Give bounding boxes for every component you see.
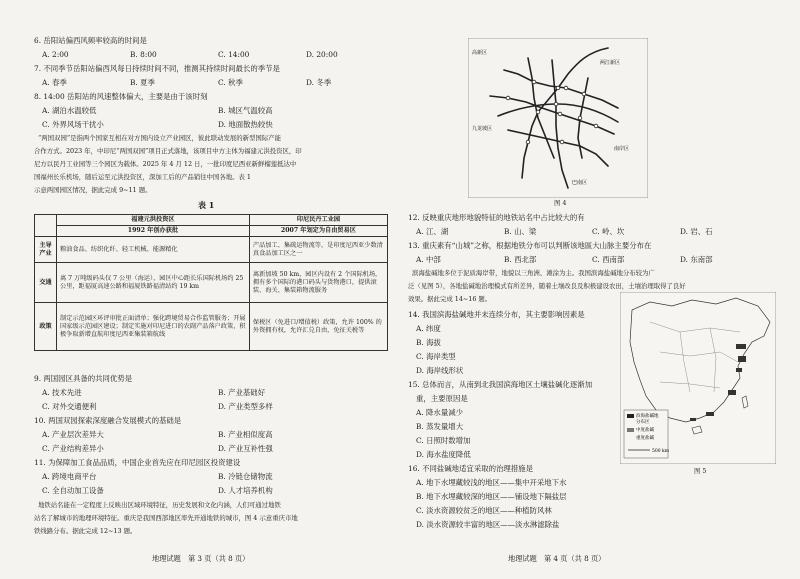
figure-4-caption: 图 4 [554, 199, 567, 207]
q13-option-d: D. 东南部 [680, 255, 713, 264]
q11-stem: 11. 为保障加工食品品质，中国企业首先应在印尼园区投资建设 [34, 458, 241, 467]
map-label-jiulongpo: 九龙坡区 [472, 126, 493, 132]
q10-option-a: A. 产业层次差异大 [42, 430, 104, 439]
q9-option-d: D. 产业类型多样 [218, 402, 273, 411]
passage-1-line-4: 国福州长乐机场，随后运至元洪投资区，深加工后的产品销往中国各地。表 1 [34, 173, 251, 181]
metro-map-frame [468, 38, 648, 198]
q15-option-d: D. 海水盐度降低 [416, 450, 471, 459]
passage-2-line-3: 铁线路分布。据此完成 12~13 题。 [34, 527, 137, 535]
legend-label-4: 重度盐碱 [636, 436, 654, 441]
q16-option-c: C. 淡水资源较贫乏的地区——种植防风林 [416, 506, 552, 515]
table-row-policy-col1: 制定示范园区环评审批正面清单；强化跨境贸易合作监管服务；开展国家级示范园区建设；制定实施对印尼进口的农副产品落户政策，积极争取新增直航印度尼西亚集装箱航线 [57, 303, 250, 351]
q15-stem-line-1: 15. 总体而言，从南到北我国滨海地区土壤盐碱化逐渐加 [408, 380, 593, 389]
q12-option-a: A. 江、湖 [416, 227, 449, 236]
q6-option-d: D. 20:00 [306, 50, 338, 59]
q6-option-c: C. 14:00 [218, 50, 250, 59]
map-label-gaoxin: 高新区 [472, 50, 488, 56]
q12-option-c: C. 岭、坎 [592, 227, 625, 236]
q16-option-b: B. 地下水埋藏较深的地区——铺设地下隔盐层 [416, 492, 567, 501]
q8-option-c: C. 外界风场干扰小 [42, 120, 104, 129]
passage-3-line-3: 效果。据此完成 14~16 题。 [408, 295, 492, 303]
q8-option-b: B. 城区气温较高 [218, 106, 273, 115]
coast-map-figure [620, 292, 776, 464]
q14-stem: 14. 我国滨海盐碱地并未连续分布，其主要影响因素是 [408, 310, 585, 319]
map-label-banan: 巴南区 [572, 180, 588, 186]
q7-option-b: B. 夏季 [130, 78, 155, 87]
q14-option-d: D. 海岸线形状 [416, 366, 464, 375]
q9-option-b: B. 产业基础好 [218, 388, 266, 397]
q9-option-c: C. 对外交通便利 [42, 402, 97, 411]
metro-line-1 [522, 48, 608, 178]
q10-option-b: B. 产业相似度高 [218, 430, 273, 439]
page-3 [34, 0, 390, 579]
table-corner [35, 215, 57, 237]
table-1-title: 表 1 [198, 200, 215, 210]
q15-stem-line-2: 重，主要原因是 [416, 394, 468, 403]
q14-option-c: C. 海岸类型 [416, 352, 456, 361]
q13-option-b: B. 西北部 [504, 255, 537, 264]
legend-label-3: 中度盐碱 [636, 428, 654, 433]
legend-swatch-2 [627, 428, 634, 432]
passage-3-line-2: 泛（见图 5），各地盐碱地治理模式有所差异，随着土壤改良及积极建设农田，土壤治理取得了良好 [408, 282, 686, 290]
page-3-footer: 地理试题 第 3 页（共 8 页） [152, 554, 250, 563]
q10-option-d: D. 产业互补性强 [218, 444, 273, 453]
metro-map-figure [468, 38, 648, 198]
q8-stem: 8. 14:00 岳阳站的风速整体偏大，主要是由于该时刻 [34, 92, 208, 101]
legend-swatch-1 [627, 414, 634, 418]
table-year-col1: 1992 年创办获批 [57, 226, 250, 237]
table-1 [34, 214, 388, 351]
metro-line-2 [504, 70, 618, 108]
legend-label-1: 滨海盐碱地 [636, 414, 659, 419]
map-label-liangjiang: 两江新区 [600, 60, 621, 66]
metro-lines [490, 48, 621, 188]
q7-option-c: C. 秋季 [218, 78, 243, 87]
passage-1-line-1: “两国双园”是指两个国家互相在对方国内设立产业园区，彼此联动发展的新型国际产能 [38, 134, 281, 142]
q9-option-a: A. 技术先进 [42, 388, 82, 397]
table-row-policy-cat: 政策 [35, 303, 57, 351]
table-header-col1: 福建元洪投资区 [57, 215, 250, 226]
table-row-policy-col2: 保税区（免进口/增值税）政策，允许 100% 的外资拥有权，允许汇兑自由，免征关税等 [249, 303, 387, 351]
q15-option-a: A. 降水量减少 [416, 408, 463, 417]
q8-option-a: A. 湖泊水温较低 [42, 106, 97, 115]
q12-stem: 12. 反映重庆地形地貌特征的地铁站名中占比较大的有 [408, 213, 585, 222]
page-4 [408, 0, 780, 579]
passage-1-line-3: 尼方以民丹工业园等三个园区为载体。2025 年 4 月 12 日，一批印度尼西亚新鲜榴莲抵达中 [34, 160, 297, 168]
q16-option-d: D. 淡水资源较丰富的地区——淡水淋滤除盐 [416, 520, 560, 529]
q16-option-a: A. 地下水埋藏较浅的地区——集中开采地下水 [416, 478, 567, 487]
q11-option-c: C. 全自动加工设备 [42, 486, 104, 495]
table-row-industry-col1: 粮油食品、纺织化纤、轻工机械、能源精化 [57, 237, 250, 263]
q6-stem: 6. 岳阳站偏西风频率较高的时间是 [34, 36, 147, 45]
q9-stem: 9. 两国园区具备的共同优势是 [34, 374, 133, 383]
metro-line-6 [552, 60, 568, 188]
passage-1-line-5: 示意两国园区情况，据此完成 9~11 题。 [34, 186, 152, 194]
table-row-industry-cat: 主导产业 [35, 237, 57, 263]
q16-stem: 16. 不同盐碱地适宜采取的治理措施是 [408, 464, 533, 473]
q6-option-a: A. 2:00 [42, 50, 69, 59]
table-row-traffic-col1: 离 7 万吨级码头仅 7 公里（海运），园区中心距长乐国际机场约 25 公里，距福厦高速公路和福厦铁路福清站约 19 km [57, 263, 250, 303]
metro-line-3 [490, 96, 614, 134]
q13-option-c: C. 西南部 [592, 255, 625, 264]
table-row-industry-col2: 产品加工、集疏运物流等，是印度尼西亚少数清真食品加工区之一 [249, 237, 387, 263]
legend-label-2: 分布区 [636, 420, 650, 425]
q12-option-b: B. 山、梁 [504, 227, 537, 236]
q14-option-a: A. 纬度 [416, 324, 441, 333]
map-label-nanan: 南岸区 [614, 146, 630, 152]
table-year-col2: 2007 年划定为自由贸易区 [249, 226, 387, 237]
q13-option-a: A. 中部 [416, 255, 441, 264]
scale-label: 500 km [652, 449, 670, 454]
figure-5-caption: 图 5 [694, 467, 707, 475]
q6-option-b: B. 8:00 [130, 50, 157, 59]
page-4-footer: 地理试题 第 4 页（共 8 页） [508, 554, 606, 563]
q7-option-d: D. 冬季 [306, 78, 332, 87]
q12-option-d: D. 岩、石 [680, 227, 713, 236]
passage-2-line-2: 站名了解城市的地理环境特征。重庆是我国西部地区率先开通地铁的城市，图 4 示意重庆市地 [34, 514, 298, 522]
q15-option-c: C. 日照时数增加 [416, 436, 471, 445]
table-row-traffic-cat: 交通 [35, 263, 57, 303]
q11-option-d: D. 人才培养机构 [218, 486, 273, 495]
table-row-traffic-col2: 离新加坡 50 km，园区内设有 2 个国际机场，拥有多个国际的港口码头与货物港口，提供滚装、海关、集装箱物流服务 [249, 263, 387, 303]
q10-option-c: C. 产业结构差异小 [42, 444, 104, 453]
q14-option-b: B. 海拔 [416, 338, 441, 347]
q15-option-b: B. 蒸发量增大 [416, 422, 464, 431]
q10-stem: 10. 两国双园探索深度融合发展模式的基础是 [34, 416, 182, 425]
q7-option-a: A. 春季 [42, 78, 67, 87]
q11-option-a: A. 跨境电商平台 [42, 472, 97, 481]
passage-2-line-1: 地铁站名能在一定程度上反映出区域环境特征，历史发展和文化内涵，人们可通过地铁 [38, 501, 281, 509]
table-header-col2: 印尼民丹工业园 [249, 215, 387, 226]
q13-stem: 13. 重庆素有“山城”之称，根据地铁分布可以判断该地區大山脉主要分布在 [408, 241, 652, 250]
q7-stem: 7. 不同季节岳阳站偏西风每日持续时间不同，推测其持续时间最长的季节是 [34, 64, 280, 73]
q8-option-d: D. 地面散热较快 [218, 120, 273, 129]
passage-1-line-2: 合作方式。2023 年，中印尼“两国双园”项目正式落地，该项目中方主体为福建元洪投资区，印 [34, 147, 302, 155]
q11-option-b: B. 冷链仓储物流 [218, 472, 273, 481]
passage-3-line-1: 滨海盐碱地多位于泥质海岸带，地貌以三角洲、滩涂为主。我国滨海盐碱地分布较为广 [412, 269, 655, 277]
